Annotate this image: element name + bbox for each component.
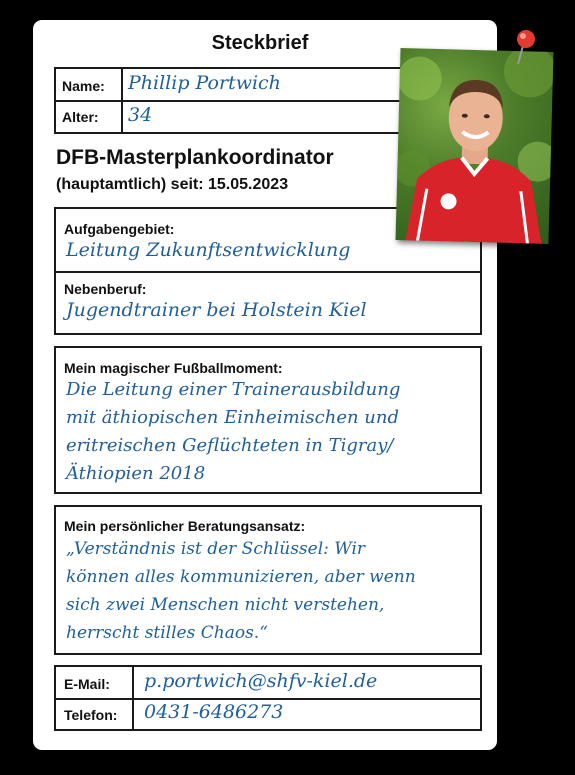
area-value: Leitung Zukunftsentwicklung [66, 239, 351, 261]
phone-value: 0431-6486273 [144, 701, 284, 723]
approach-label: Mein persönlicher Beratungsansatz: [64, 518, 306, 534]
age-value: 34 [128, 104, 153, 126]
profile-photo [396, 48, 554, 244]
side-job-value: Jugendtrainer bei Holstein Kiel [66, 299, 367, 321]
area-label: Aufgabengebiet: [64, 221, 175, 237]
moment-line: eritreischen Geflüchteten in Tigray/ [66, 435, 394, 456]
name-label: Name: [62, 78, 105, 94]
approach-line: können alles kommunizieren, aber wenn [66, 567, 416, 587]
age-label: Alter: [62, 109, 99, 125]
approach-text [66, 535, 416, 647]
approach-box [54, 505, 482, 655]
role-subtitle: (hauptamtlich) seit: 15.05.2023 [56, 176, 289, 193]
person-portrait-icon [396, 48, 554, 244]
moment-label: Mein magischer Fußballmoment: [64, 360, 283, 376]
phone-label: Telefon: [64, 707, 118, 723]
card-title: Steckbrief [211, 32, 309, 54]
approach-line: sich zwei Menschen nicht verstehen, [66, 595, 385, 615]
moment-line: mit äthiopischen Einheimischen und [66, 407, 399, 428]
contact-box [54, 665, 482, 731]
approach-line: „Verständnis ist der Schlüssel: Wir [66, 539, 366, 559]
email-value: p.portwich@shfv-kiel.de [144, 670, 378, 692]
approach-line: herrscht stilles Chaos.“ [66, 623, 268, 643]
moment-line: Die Leitung einer Trainerausbildung [66, 379, 401, 400]
side-job-label: Nebenberuf: [64, 281, 147, 297]
role-title: DFB-Masterplankoordinator [56, 146, 334, 169]
moment-text [66, 376, 400, 488]
email-label: E-Mail: [64, 676, 110, 692]
pushpin-icon [512, 28, 542, 68]
name-value: Phillip Portwich [128, 72, 281, 94]
moment-box [54, 346, 482, 494]
moment-line: Äthiopien 2018 [66, 463, 206, 484]
